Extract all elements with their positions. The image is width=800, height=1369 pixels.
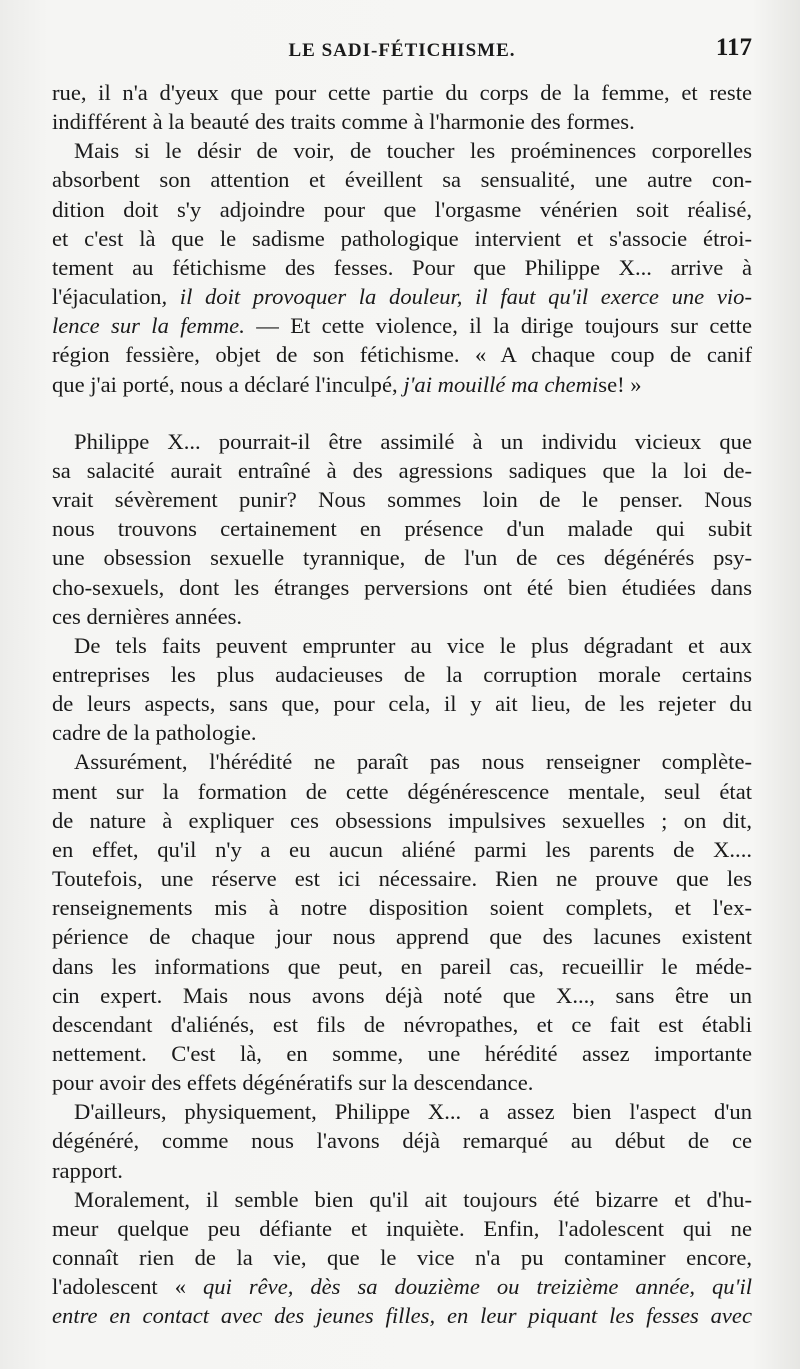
text-line: et c'est là que le sadisme pathologique intervient et s'associe étroi- (52, 225, 752, 251)
paragraph-gap (52, 399, 752, 427)
text-line: ces dernières années. (52, 603, 243, 629)
text-line: région fessière, objet de son fétichisme. « A chaque coup de canif (52, 342, 752, 368)
text-line: de leurs aspects, sans que, pour cela, il y ait lieu, de les rejeter du (52, 691, 752, 717)
text-line: Mais si le désir de voir, de toucher les proéminences corporelles (74, 138, 752, 164)
text-line: l'adolescent « qui rêve, dès sa douzième ou treizième année, qu'il (52, 1274, 752, 1300)
text-line: cho-sexuels, dont les étranges perversions ont été bien étudiées dans (52, 574, 752, 600)
text-line: de nature à expliquer ces obsessions impulsives sexuelles ; on dit, (52, 807, 752, 833)
text-line: descendant d'aliénés, est fils de névropathes, et ce fait est établi (52, 1011, 752, 1037)
text-line: dégénéré, comme nous l'avons déjà remarqué au début de ce (52, 1128, 752, 1154)
text-line: rue, il n'a d'yeux que pour cette partie du corps de la femme, et reste (52, 80, 752, 105)
text-line: dans les informations que peut, en pareil cas, recueillir le méde- (52, 953, 752, 979)
paragraph (52, 1097, 752, 1184)
text-line: en effet, qu'il n'y a eu aucun aliéné parmi les parents de X.... (52, 836, 752, 862)
text-line: tement au fétichisme des fesses. Pour que Philippe X... arrive à (52, 254, 752, 280)
page-header (52, 34, 752, 68)
text-line: entre en contact avec des jeunes filles, en leur piquant les fesses avec (52, 1303, 752, 1329)
page-number: 117 (715, 34, 752, 61)
text-line: dition doit s'y adjoindre pour que l'orgasme vénérien soit réalisé, (52, 196, 752, 222)
text-line: cadre de la pathologie. (52, 720, 257, 746)
text-line: pour avoir des effets dégénératifs sur la descendance. (52, 1070, 534, 1096)
running-title: LE SADI-FÉTICHISME. (288, 40, 516, 61)
text-line: De tels faits peuvent emprunter au vice le plus dégradant et aux (74, 632, 752, 658)
text-line: ment sur la formation de cette dégénérescence mentale, seul état (52, 778, 752, 804)
text-line: périence de chaque jour nous apprend que des lacunes existent (52, 924, 752, 950)
text-line: que j'ai porté, nous a déclaré l'inculpé, j'ai mouillé ma chemise! » (52, 371, 642, 397)
paragraph (52, 747, 752, 1097)
text-line: l'éjaculation, il doit provoquer la douleur, il faut qu'il exerce une vio- (52, 284, 752, 310)
text-line: entreprises les plus audacieuses de la corruption morale certains (52, 661, 752, 687)
text-line: Assurément, l'hérédité ne paraît pas nous renseigner complète- (74, 749, 752, 775)
paragraph (52, 427, 752, 631)
text-line: une obsession sexuelle tyrannique, de l'un de ces dégénérés psy- (52, 545, 752, 571)
text-line: vrait sévèrement punir? Nous sommes loin de le penser. Nous (52, 487, 752, 513)
text-line: Moralement, il semble bien qu'il ait toujours été bizarre et d'hu- (74, 1186, 752, 1212)
body-text (52, 78, 752, 1331)
text-line: sa salacité aurait entraîné à des agressions sadiques que la loi de- (52, 457, 752, 483)
paragraph (52, 631, 752, 748)
text-line: Philippe X... pourrait-il être assimilé à un individu vicieux que (74, 428, 752, 454)
paragraph (52, 78, 752, 136)
text-line: cin expert. Mais nous avons déjà noté que X..., sans être un (52, 982, 752, 1008)
text-line: renseignements mis à notre disposition soient complets, et l'ex- (52, 895, 752, 921)
text-line: indifférent à la beauté des traits comme à l'harmonie des formes. (52, 109, 635, 135)
text-line: lence sur la femme. — Et cette violence, il la dirige toujours sur cette (52, 313, 752, 339)
text-line: D'ailleurs, physiquement, Philippe X... a assez bien l'aspect d'un (74, 1099, 752, 1125)
paragraph (52, 1185, 752, 1331)
paragraph (52, 136, 752, 398)
text-line: Toutefois, une réserve est ici nécessaire. Rien ne prouve que les (52, 866, 752, 892)
text-line: nous trouvons certainement en présence d'un malade qui subit (52, 516, 752, 542)
text-line: absorbent son attention et éveillent sa sensualité, une autre con- (52, 167, 752, 193)
text-line: rapport. (52, 1157, 123, 1183)
text-line: nettement. C'est là, en somme, une hérédité assez importante (52, 1041, 752, 1066)
text-line: connaît rien de la vie, que le vice n'a pu contaminer encore, (52, 1245, 752, 1271)
text-line: meur quelque peu défiante et inquiète. Enfin, l'adolescent qui ne (52, 1215, 752, 1241)
